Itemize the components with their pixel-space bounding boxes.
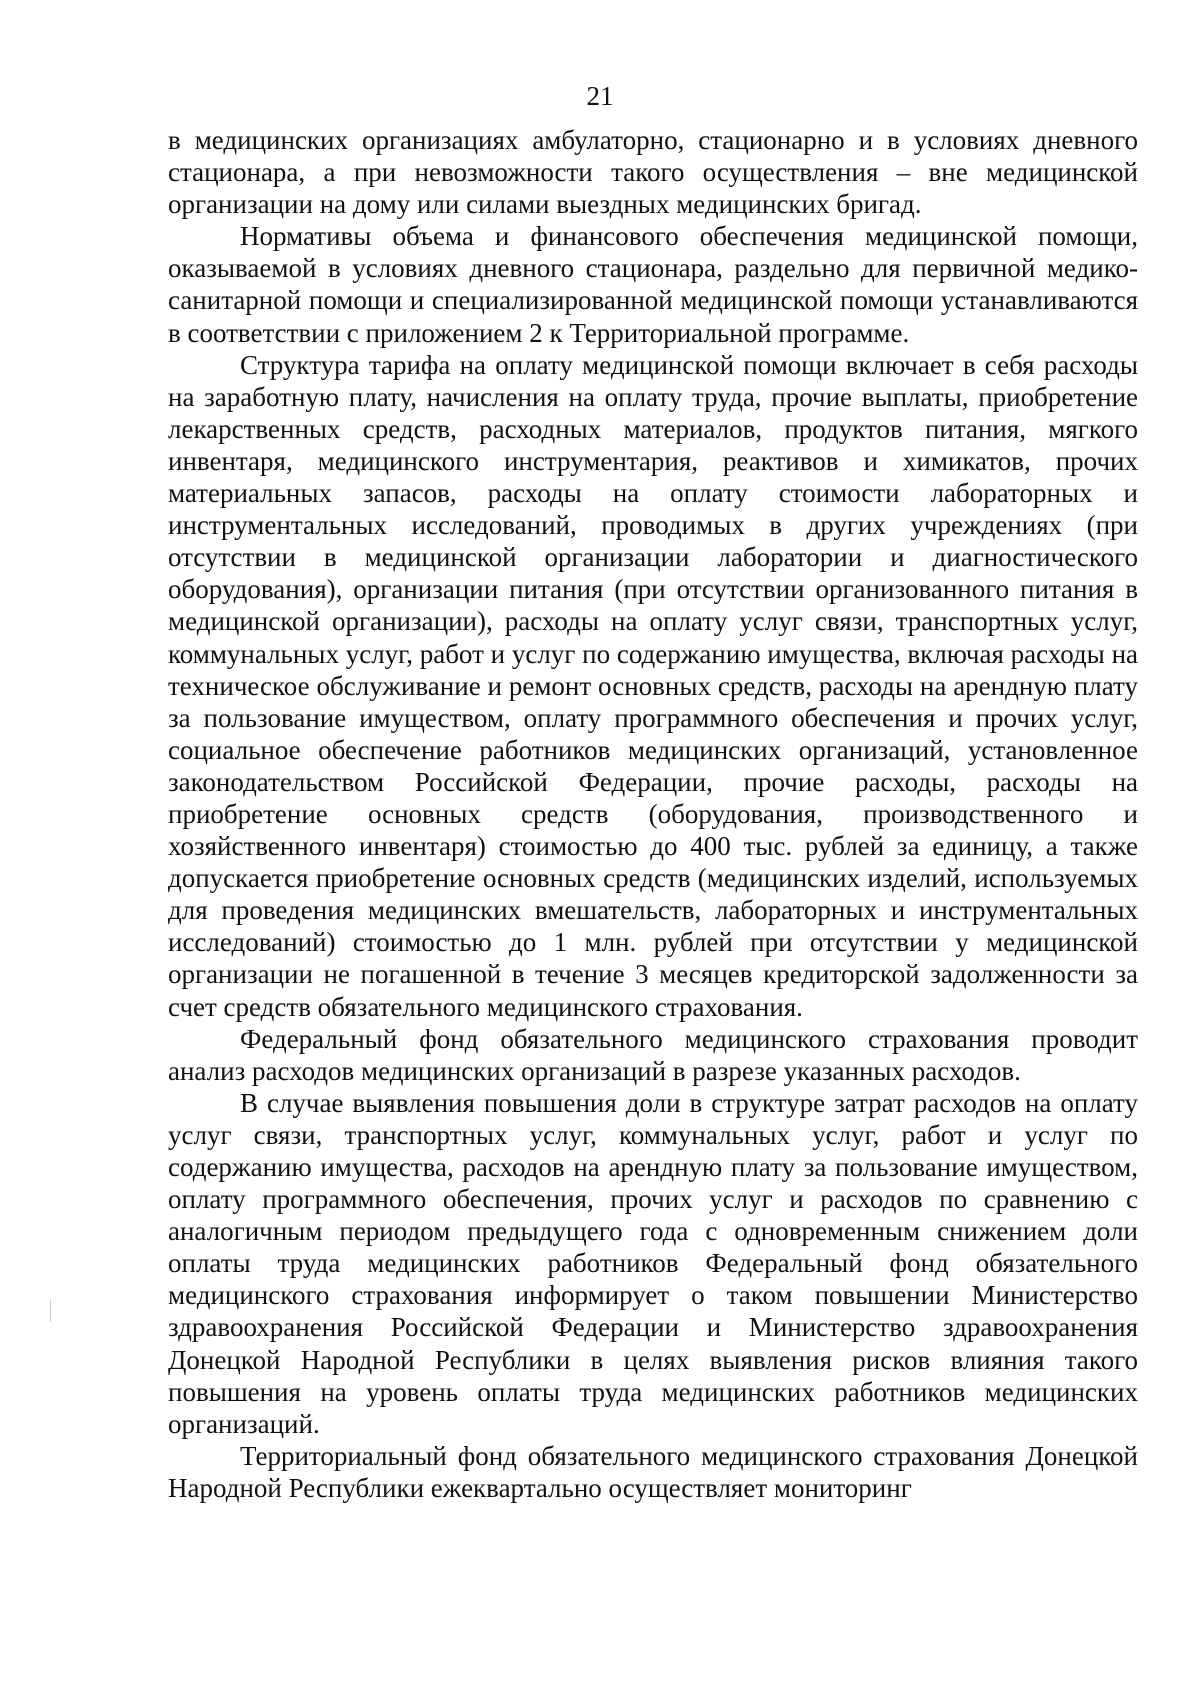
paragraph-cost-increase: В случае выявления повышения доли в структуре затрат расходов на оплату услуг связи, транспортных услуг, коммунальных услуг, работ и услуг по содержанию имущества, расходов на арендную плату за пользование имуществом, оплату программного обеспечения, прочих услуг и расходов по сравнению с аналогичным периодом предыдущего года с одновременным снижением доли оплаты труда медицинских работников Федеральный фонд обязательного медицинского страхования информирует о таком повышении Министерство здравоохранения Российской Федерации и Министерство здравоохранения Донецкой Народной Республики в целях выявления рисков влияния такого повышения на уровень оплаты труда медицинских работников медицинских организаций. bbox=[168, 1087, 1138, 1439]
paragraph-territorial-fund: Территориальный фонд обязательного медицинского страхования Донецкой Народной Республики ежеквартально осуществляет мониторинг bbox=[168, 1440, 1138, 1503]
paragraph-volume-standards: Нормативы объема и финансового обеспечения медицинской помощи, оказываемой в условиях дневного стационара, раздельно для первичной медико-санитарной помощи и специализированной медицинской помощи устанавливаются в соответствии с приложением 2 к Территориальной программе. bbox=[168, 221, 1138, 348]
document-body bbox=[168, 124, 1138, 1504]
paragraph-continuation: в медицинских организациях амбулаторно, стационарно и в условиях дневного стационара, а при невозможности такого осуществления – вне медицинской организации на дому или силами выездных медицинских бригад. bbox=[168, 125, 1138, 220]
paragraph-federal-fund-analysis: Федеральный фонд обязательного медицинского страхования проводит анализ расходов медицинских организаций в разрезе указанных расходов. bbox=[168, 1023, 1138, 1086]
page-number: 21 bbox=[586, 81, 614, 111]
paragraph-tariff-structure: Структура тарифа на оплату медицинской помощи включает в себя расходы на заработную плату, начисления на оплату труда, прочие выплаты, приобретение лекарственных средств, расходных материалов, продуктов питания, мягкого инвентаря, медицинского инструментария, реактивов и химикатов, прочих материальных запасов, расходы на оплату стоимости лабораторных и инструментальных исследований, проводимых в других учреждениях (при отсутствии в медицинской организации лаборатории и диагностического оборудования), организации питания (при отсутствии организованного питания в медицинской организации), расходы на оплату услуг связи, транспортных услуг, коммунальных услуг, работ и услуг по содержанию имущества, включая расходы на техническое обслуживание и ремонт основных средств, расходы на арендную плату за пользование имуществом, оплату программного обеспечения и прочих услуг, социальное обеспечение работников медицинских организаций, установленное законодательством Российской Федерации, прочие расходы, расходы на приобретение основных средств (оборудования, производственного и хозяйственного инвентаря) стоимостью до 400 тыс. рублей за единицу, а также допускается приобретение основных средств (медицинских изделий, используемых для проведения медицинских вмешательств, лабораторных и инструментальных исследований) стоимостью до 1 млн. рублей при отсутствии у медицинской организации не погашенной в течение 3 месяцев кредиторской задолженности за счет средств обязательного медицинского страхования. bbox=[168, 349, 1138, 1022]
scan-margin-mark bbox=[50, 1300, 51, 1322]
